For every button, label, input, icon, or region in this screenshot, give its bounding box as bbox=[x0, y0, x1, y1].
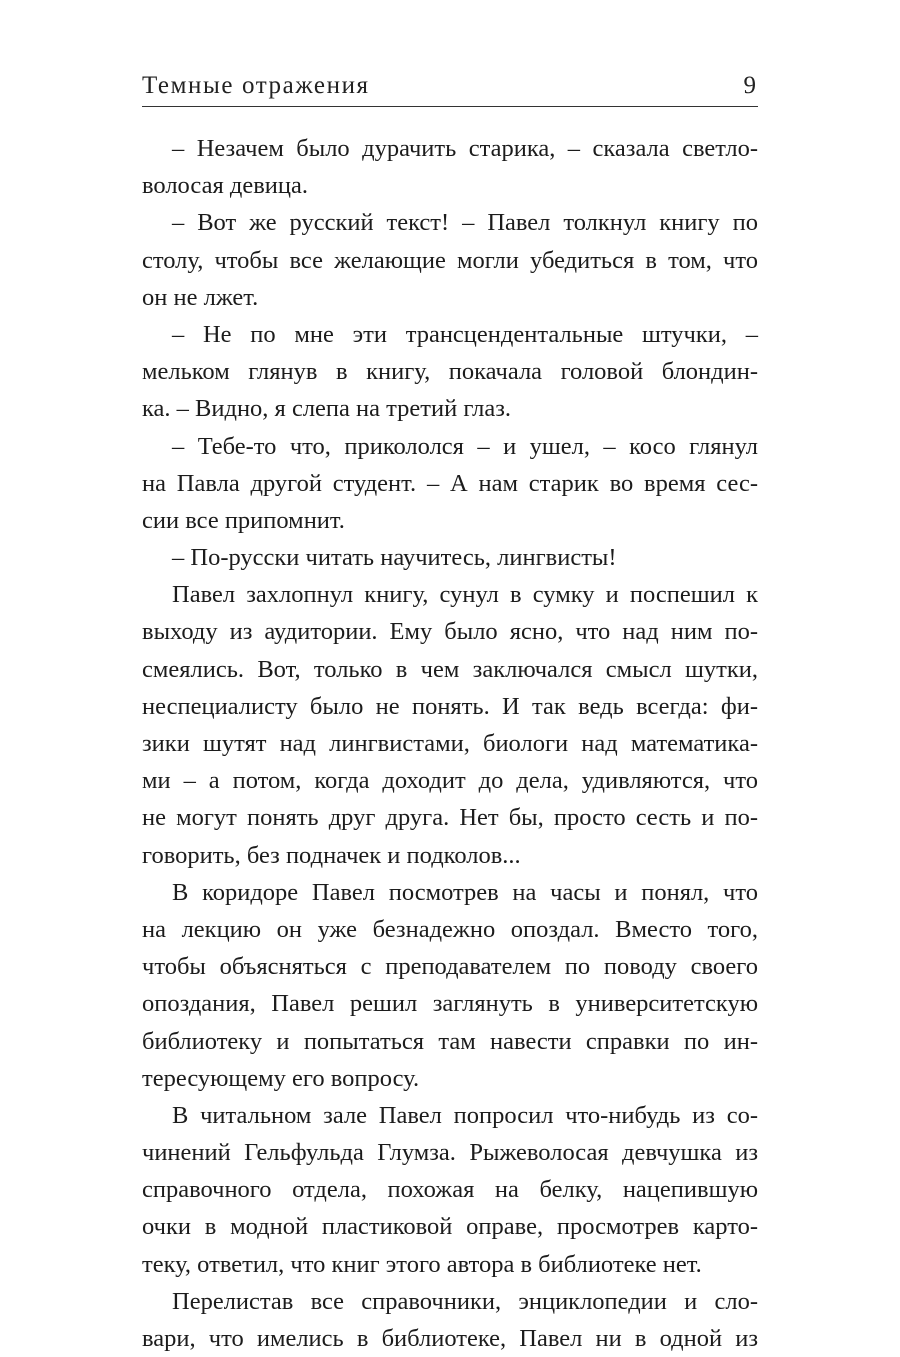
text-line: на Павла другой студент. – А нам старик во время сес- bbox=[142, 469, 758, 497]
text-line: не могут понять друг друга. Нет бы, просто сесть и по- bbox=[142, 804, 758, 832]
text-line: зики шутят над лингвистами, биологи над математика- bbox=[142, 730, 758, 757]
page-body bbox=[142, 130, 758, 1357]
page-header bbox=[142, 66, 758, 106]
text-line: В коридоре Павел посмотрев на часы и понял, что bbox=[172, 878, 758, 906]
text-line: смеялись. Вот, только в чем заключался смысл шутки, bbox=[142, 655, 758, 683]
text-line: волосая девица. bbox=[142, 172, 308, 200]
text-line: опоздания, Павел решил заглянуть в университетскую bbox=[142, 990, 758, 1018]
text-line: В читальном зале Павел попросил что-нибудь из со- bbox=[172, 1101, 758, 1129]
text-line: неспециалисту было не понять. И так ведь всегда: фи- bbox=[142, 692, 758, 720]
text-line: выходу из аудитории. Ему было ясно, что над ним по- bbox=[142, 618, 758, 646]
text-line: – Вот же русский текст! – Павел толкнул книгу по bbox=[172, 209, 758, 237]
text-line: ми – а потом, когда доходит до дела, удивляются, что bbox=[142, 767, 758, 795]
text-line: ка. – Видно, я слепа на третий глаз. bbox=[142, 395, 512, 423]
text-line: Павел захлопнул книгу, сунул в сумку и поспешил к bbox=[172, 581, 758, 609]
text-line: Перелистав все справочники, энциклопедии и сло- bbox=[172, 1287, 758, 1315]
text-line: на лекцию он уже безнадежно опоздал. Вместо того, bbox=[142, 915, 758, 943]
text-line: справочного отдела, похожая на белку, нацепившую bbox=[142, 1176, 758, 1204]
text-line: столу, чтобы все желающие могли убедиться в том, что bbox=[142, 246, 758, 274]
text-line: мельком глянув в книгу, покачала головой блондин- bbox=[142, 358, 758, 386]
text-line: теку, ответил, что книг этого автора в библиотеке нет. bbox=[142, 1250, 702, 1278]
text-line: – По-русски читать научитесь, лингвисты! bbox=[172, 544, 617, 572]
text-line: вари, что имелись в библиотеке, Павел ни в одной из bbox=[142, 1325, 758, 1352]
running-title: Темные отражения bbox=[142, 72, 370, 99]
text-line: чтобы объясняться с преподавателем по поводу своего bbox=[142, 953, 758, 981]
text-line: чинений Гельфульда Глумза. Рыжеволосая девчушка из bbox=[142, 1139, 758, 1167]
text-line: – Не по мне эти трансцендентальные штучки, – bbox=[172, 320, 758, 348]
text-line: говорить, без подначек и подколов... bbox=[142, 841, 521, 869]
page-number: 9 bbox=[743, 72, 756, 99]
text-line: – Незачем было дурачить старика, – сказала светло- bbox=[172, 135, 758, 162]
text-line: очки в модной пластиковой оправе, просмотрев карто- bbox=[142, 1213, 758, 1241]
text-line: библиотеку и попытаться там навести справки по ин- bbox=[142, 1027, 758, 1055]
text-line: тересующему его вопросу. bbox=[142, 1064, 420, 1092]
text-line: сии все припомнит. bbox=[142, 506, 345, 534]
header-rule bbox=[142, 106, 758, 107]
text-line: он не лжет. bbox=[142, 283, 259, 311]
text-line: – Тебе-то что, прикололся – и ушел, – косо глянул bbox=[172, 432, 758, 460]
